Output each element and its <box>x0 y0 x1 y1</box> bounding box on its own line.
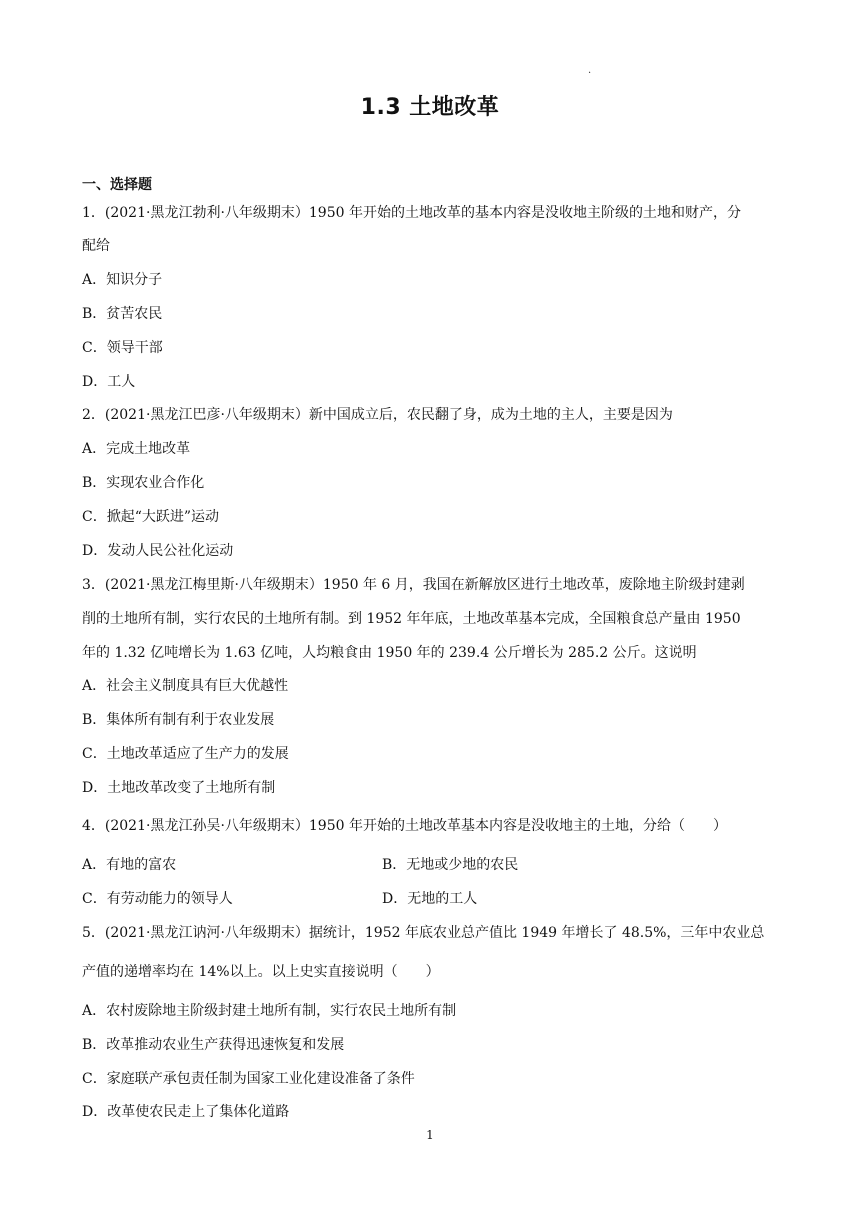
question-3-stem-line-2: 削的土地所有制，实行农民的土地所有制。到 1952 年年底，土地改革基本完成，全国粮食总产量由 1950 <box>82 611 741 627</box>
question-3-option-c: C．土地改革适应了生产力的发展 <box>82 746 289 762</box>
question-5-option-a: A．农村废除地主阶级封建土地所有制，实行农民土地所有制 <box>82 1003 457 1019</box>
question-3-stem-line-3: 年的 1.32 亿吨增长为 1.63 亿吨，人均粮食由 1950 年的 239.4 公斤增长为 285.2 公斤。这说明 <box>82 645 697 661</box>
question-4-option-b: B．无地或少地的农民 <box>382 857 519 873</box>
question-1-stem-line-1: 1．(2021·黑龙江勃利·八年级期末）1950 年开始的土地改革的基本内容是没收地主阶级的土地和财产，分 <box>82 205 741 221</box>
question-2-stem-line-1: 2．(2021·黑龙江巴彦·八年级期末）新中国成立后，农民翻了身，成为土地的主人，主要是因为 <box>82 407 673 423</box>
page-title: 1.3 土地改革 <box>360 95 500 120</box>
question-5-stem-line-2: 产值的递增率均在 14%以上。以上史实直接说明（ ） <box>82 964 440 980</box>
question-4-option-a: A．有地的富农 <box>82 857 177 873</box>
question-3-option-b: B．集体所有制有利于农业发展 <box>82 712 275 728</box>
question-2-option-b: B．实现农业合作化 <box>82 475 205 491</box>
question-4-option-d: D．无地的工人 <box>382 891 478 907</box>
question-4-stem-line-1: 4．(2021·黑龙江孙吴·八年级期末）1950 年开始的土地改革基本内容是没收地主的土地，分给（ ） <box>82 818 727 834</box>
question-4-option-c: C．有劳动能力的领导人 <box>82 891 233 907</box>
question-1-option-c: C．领导干部 <box>82 340 163 356</box>
question-2-option-a: A．完成土地改革 <box>82 441 191 457</box>
question-5-option-d: D．改革使农民走上了集体化道路 <box>82 1104 290 1120</box>
question-2-option-d: D．发动人民公社化运动 <box>82 543 234 559</box>
question-1-option-b: B．贫苦农民 <box>82 306 163 322</box>
section-heading: 一、选择题 <box>82 177 152 193</box>
question-1-stem-line-2: 配给 <box>82 238 110 254</box>
question-2-option-c: C．掀起“大跃进”运动 <box>82 509 220 525</box>
page-number: 1 <box>426 1128 434 1142</box>
header-dot: . <box>588 65 592 76</box>
question-5-option-b: B．改革推动农业生产获得迅速恢复和发展 <box>82 1037 345 1053</box>
question-3-stem-line-1: 3．(2021·黑龙江梅里斯·八年级期末）1950 年 6 月，我国在新解放区进行土地改革，废除地主阶级封建剥 <box>82 577 745 593</box>
question-3-option-d: D．土地改革改变了土地所有制 <box>82 780 276 796</box>
question-5-stem-line-1: 5．(2021·黑龙江讷河·八年级期末）据统计，1952 年底农业总产值比 1949 年增长了 48.5%，三年中农业总 <box>82 925 765 941</box>
question-3-option-a: A．社会主义制度具有巨大优越性 <box>82 678 289 694</box>
question-5-option-c: C．家庭联产承包责任制为国家工业化建设准备了条件 <box>82 1071 415 1087</box>
question-1-option-a: A．知识分子 <box>82 272 163 288</box>
question-1-option-d: D．工人 <box>82 374 136 390</box>
